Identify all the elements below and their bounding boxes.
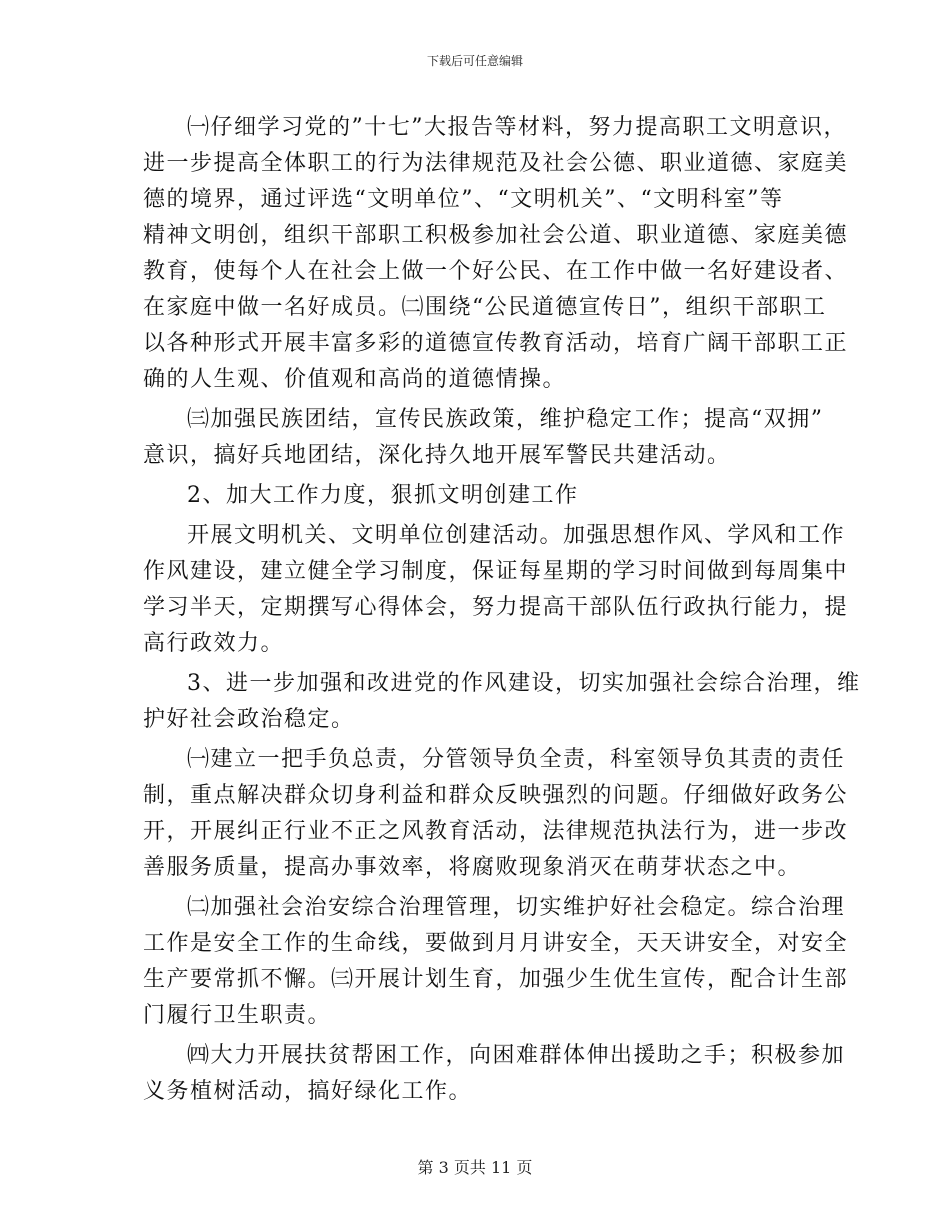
section-heading: 2、加大工作力度，狠抓文明创建工作 — [187, 483, 579, 508]
paragraph-line: ㈣大力开展扶贫帮困工作，向困难群体伸出援助之手；积极参加 — [187, 1043, 846, 1068]
document-body — [143, 110, 861, 1110]
paragraph-line: 在家庭中做一名好成员。㈡围绕“公民道德宣传日”，组织干部职工 — [143, 295, 827, 320]
paragraph-line: 高行政效力。 — [143, 631, 285, 656]
paragraph-line: 生产要常抓不懈。㈢开展计划生育，加强少生优生宣传，配合计生部 — [143, 967, 849, 992]
paragraph-line: 义务植树活动，搞好绿化工作。 — [143, 1079, 473, 1104]
paragraph-line: 进一步提高全体职工的行为法律规范及社会公德、职业道德、家庭美 — [143, 151, 849, 176]
page-number: 第 3 页共 11 页 — [417, 1158, 533, 1177]
paragraph-line: 门履行卫生职责。 — [143, 1003, 332, 1028]
paragraph-line: 精神文明创，组织干部职工积极参加社会公道、职业道德、家庭美德 — [143, 223, 849, 248]
paragraph-line: ㈠仔细学习党的”十七”大报告等材料，努力提高职工文明意识， — [187, 115, 847, 140]
paragraph-line: 作风建设，建立健全学习制度，保证每星期的学习时间做到每周集中 — [143, 559, 849, 584]
section-heading: 3、进一步加强和改进党的作风建设，切实加强社会综合治理，维 — [187, 671, 861, 696]
paragraph-line: 制，重点解决群众切身利益和群众反映强烈的问题。仔细做好政务公 — [143, 783, 849, 808]
paragraph-line: 确的人生观、价值观和高尚的道德情操。 — [143, 367, 567, 392]
paragraph-line: 德的境界，通过评选“文明单位”、“文明机关”、“文明科室”等 — [143, 187, 784, 212]
page-header: 下载后可任意编辑 — [426, 54, 523, 68]
paragraph-line: ㈡加强社会治安综合治理管理，切实维护好社会稳定。综合治理 — [187, 895, 846, 920]
paragraph-line: 以各种形式开展丰富多彩的道德宣传教育活动，培育广阔干部职工正 — [143, 331, 849, 356]
paragraph-line: 善服务质量，提高办事效率，将腐败现象消灭在萌芽状态之中。 — [143, 855, 802, 880]
paragraph-line: 教育，使每个人在社会上做一个好公民、在工作中做一名好建设者、 — [143, 259, 849, 284]
section-heading-continued: 护好社会政治稳定。 — [143, 707, 355, 732]
paragraph-line: 开展文明机关、文明单位创建活动。加强思想作风、学风和工作 — [187, 523, 846, 548]
paragraph-line: 开，开展纠正行业不正之风教育活动，法律规范执法行为，进一步改 — [143, 819, 849, 844]
paragraph-line: ㈠建立一把手负总责，分管领导负全责，科室领导负其责的责任 — [187, 747, 846, 772]
paragraph-line: 工作是安全工作的生命线，要做到月月讲安全，天天讲安全，对安全 — [143, 931, 849, 956]
paragraph-line: ㈢加强民族团结，宣传民族政策，维护稳定工作；提高“双拥” — [187, 407, 824, 432]
paragraph-line: 意识，搞好兵地团结，深化持久地开展军警民共建活动。 — [143, 443, 731, 468]
paragraph-line: 学习半天，定期撰写心得体会，努力提高干部队伍行政执行能力，提 — [143, 595, 849, 620]
